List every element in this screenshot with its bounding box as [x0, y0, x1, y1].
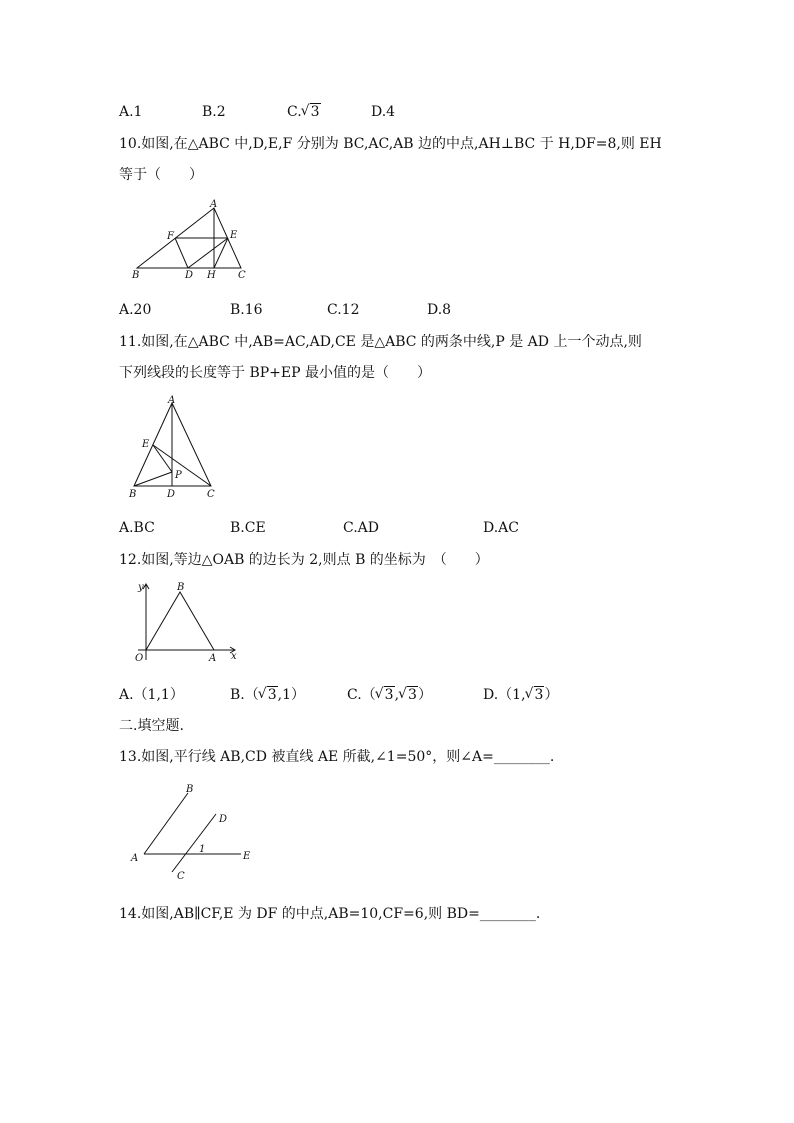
radicand: 3: [267, 687, 277, 703]
sqrt-symbol: [376, 686, 395, 704]
text: C.（: [347, 687, 376, 703]
label-e: E: [230, 230, 238, 241]
segment-eh: [214, 238, 228, 268]
line-ab: [144, 793, 188, 854]
q11-text-line2: 下列线段的长度等于 BP+EP 最小值的是（ ）: [119, 365, 431, 381]
segment-fd: [175, 238, 188, 268]
radicand: 3: [534, 687, 544, 703]
q9-option-a: A.1: [119, 104, 143, 120]
sqrt-symbol: [399, 686, 418, 704]
q9-option-c: [287, 103, 321, 121]
median-ce: [153, 445, 211, 486]
text: ,1）: [277, 687, 306, 703]
text: D.（1,: [483, 687, 526, 703]
label-d: D: [219, 814, 228, 825]
radicand: 3: [384, 687, 394, 703]
q12-option-a: A.（1,1）: [119, 687, 184, 703]
q10-figure: [125, 198, 255, 283]
q11-option-a: A.BC: [119, 520, 155, 536]
label-b: B: [132, 270, 140, 281]
label-d: D: [185, 270, 194, 281]
segment-ep: [153, 445, 172, 472]
label-a: A: [210, 199, 218, 210]
q11-option-c: C.AD: [343, 520, 379, 536]
label-one: 1: [199, 844, 206, 855]
text: ）: [544, 687, 559, 703]
q12-option-d: [483, 686, 558, 704]
sqrt-symbol: [259, 686, 278, 704]
line-cd: [172, 814, 216, 872]
label-d: D: [167, 489, 176, 500]
text: ,: [394, 687, 400, 703]
q9-option-d: D.4: [371, 104, 396, 120]
q14-text-line1: 14.如图,AB∥CF,E 为 DF 的中点,AB=10,CF=6,则 BD=________.: [119, 906, 541, 922]
label-e: E: [243, 851, 251, 862]
q11-figure: [125, 393, 225, 503]
q13-text-line1: 13.如图,平行线 AB,CD 被直线 AE 所截,∠1=50°，则∠A=________.: [119, 749, 555, 765]
q10-option-b: B.16: [230, 302, 263, 318]
q12-option-b: [230, 686, 305, 704]
radicand: 3: [310, 104, 320, 120]
q9-option-c-label: C.: [287, 104, 302, 120]
label-c: C: [177, 871, 185, 882]
q10-option-c: C.12: [327, 302, 360, 318]
triangle-oab: [146, 592, 214, 650]
q10-option-d: D.8: [427, 302, 452, 318]
label-h: H: [207, 270, 216, 281]
label-b: B: [177, 582, 185, 593]
q11-option-d: D.AC: [483, 520, 519, 536]
radicand: 3: [408, 687, 417, 703]
label-c: C: [238, 270, 246, 281]
q11-option-b: B.CE: [230, 520, 266, 536]
sqrt-symbol: [526, 686, 545, 704]
q10-text-line1: 10.如图,在△ABC 中,D,E,F 分别为 BC,AC,AB 边的中点,AH⊥BC 于 H,DF=8,则 EH: [119, 136, 662, 152]
q11-text-line1: 11.如图,在△ABC 中,AB=AC,AD,CE 是△ABC 的两条中线,P 是 AD 上一个动点,则: [119, 334, 642, 350]
sqrt-symbol: [302, 103, 321, 121]
section-title: 二.填空题.: [119, 718, 184, 734]
label-o: O: [135, 653, 144, 664]
segment-de: [188, 238, 228, 268]
text: ）: [417, 687, 432, 703]
label-y: y: [138, 582, 144, 593]
label-a: A: [131, 853, 139, 864]
text: B.（: [230, 687, 259, 703]
q10-text-line2: 等于（ ）: [119, 167, 203, 183]
label-a: A: [209, 653, 217, 664]
q12-option-c: [347, 686, 432, 704]
q13-figure: [128, 782, 263, 882]
label-e: E: [142, 439, 150, 450]
label-c: C: [207, 489, 215, 500]
label-x: x: [231, 651, 237, 662]
q9-option-b: B.2: [202, 104, 226, 120]
q12-figure: [130, 580, 250, 665]
label-a: A: [168, 395, 176, 406]
label-p: P: [175, 470, 182, 481]
label-f: F: [167, 231, 174, 242]
q12-text-line1: 12.如图,等边△OAB 的边长为 2,则点 B 的坐标为 （ ）: [119, 552, 489, 568]
label-b: B: [186, 784, 194, 795]
label-b: B: [129, 489, 137, 500]
q10-option-a: A.20: [119, 302, 152, 318]
